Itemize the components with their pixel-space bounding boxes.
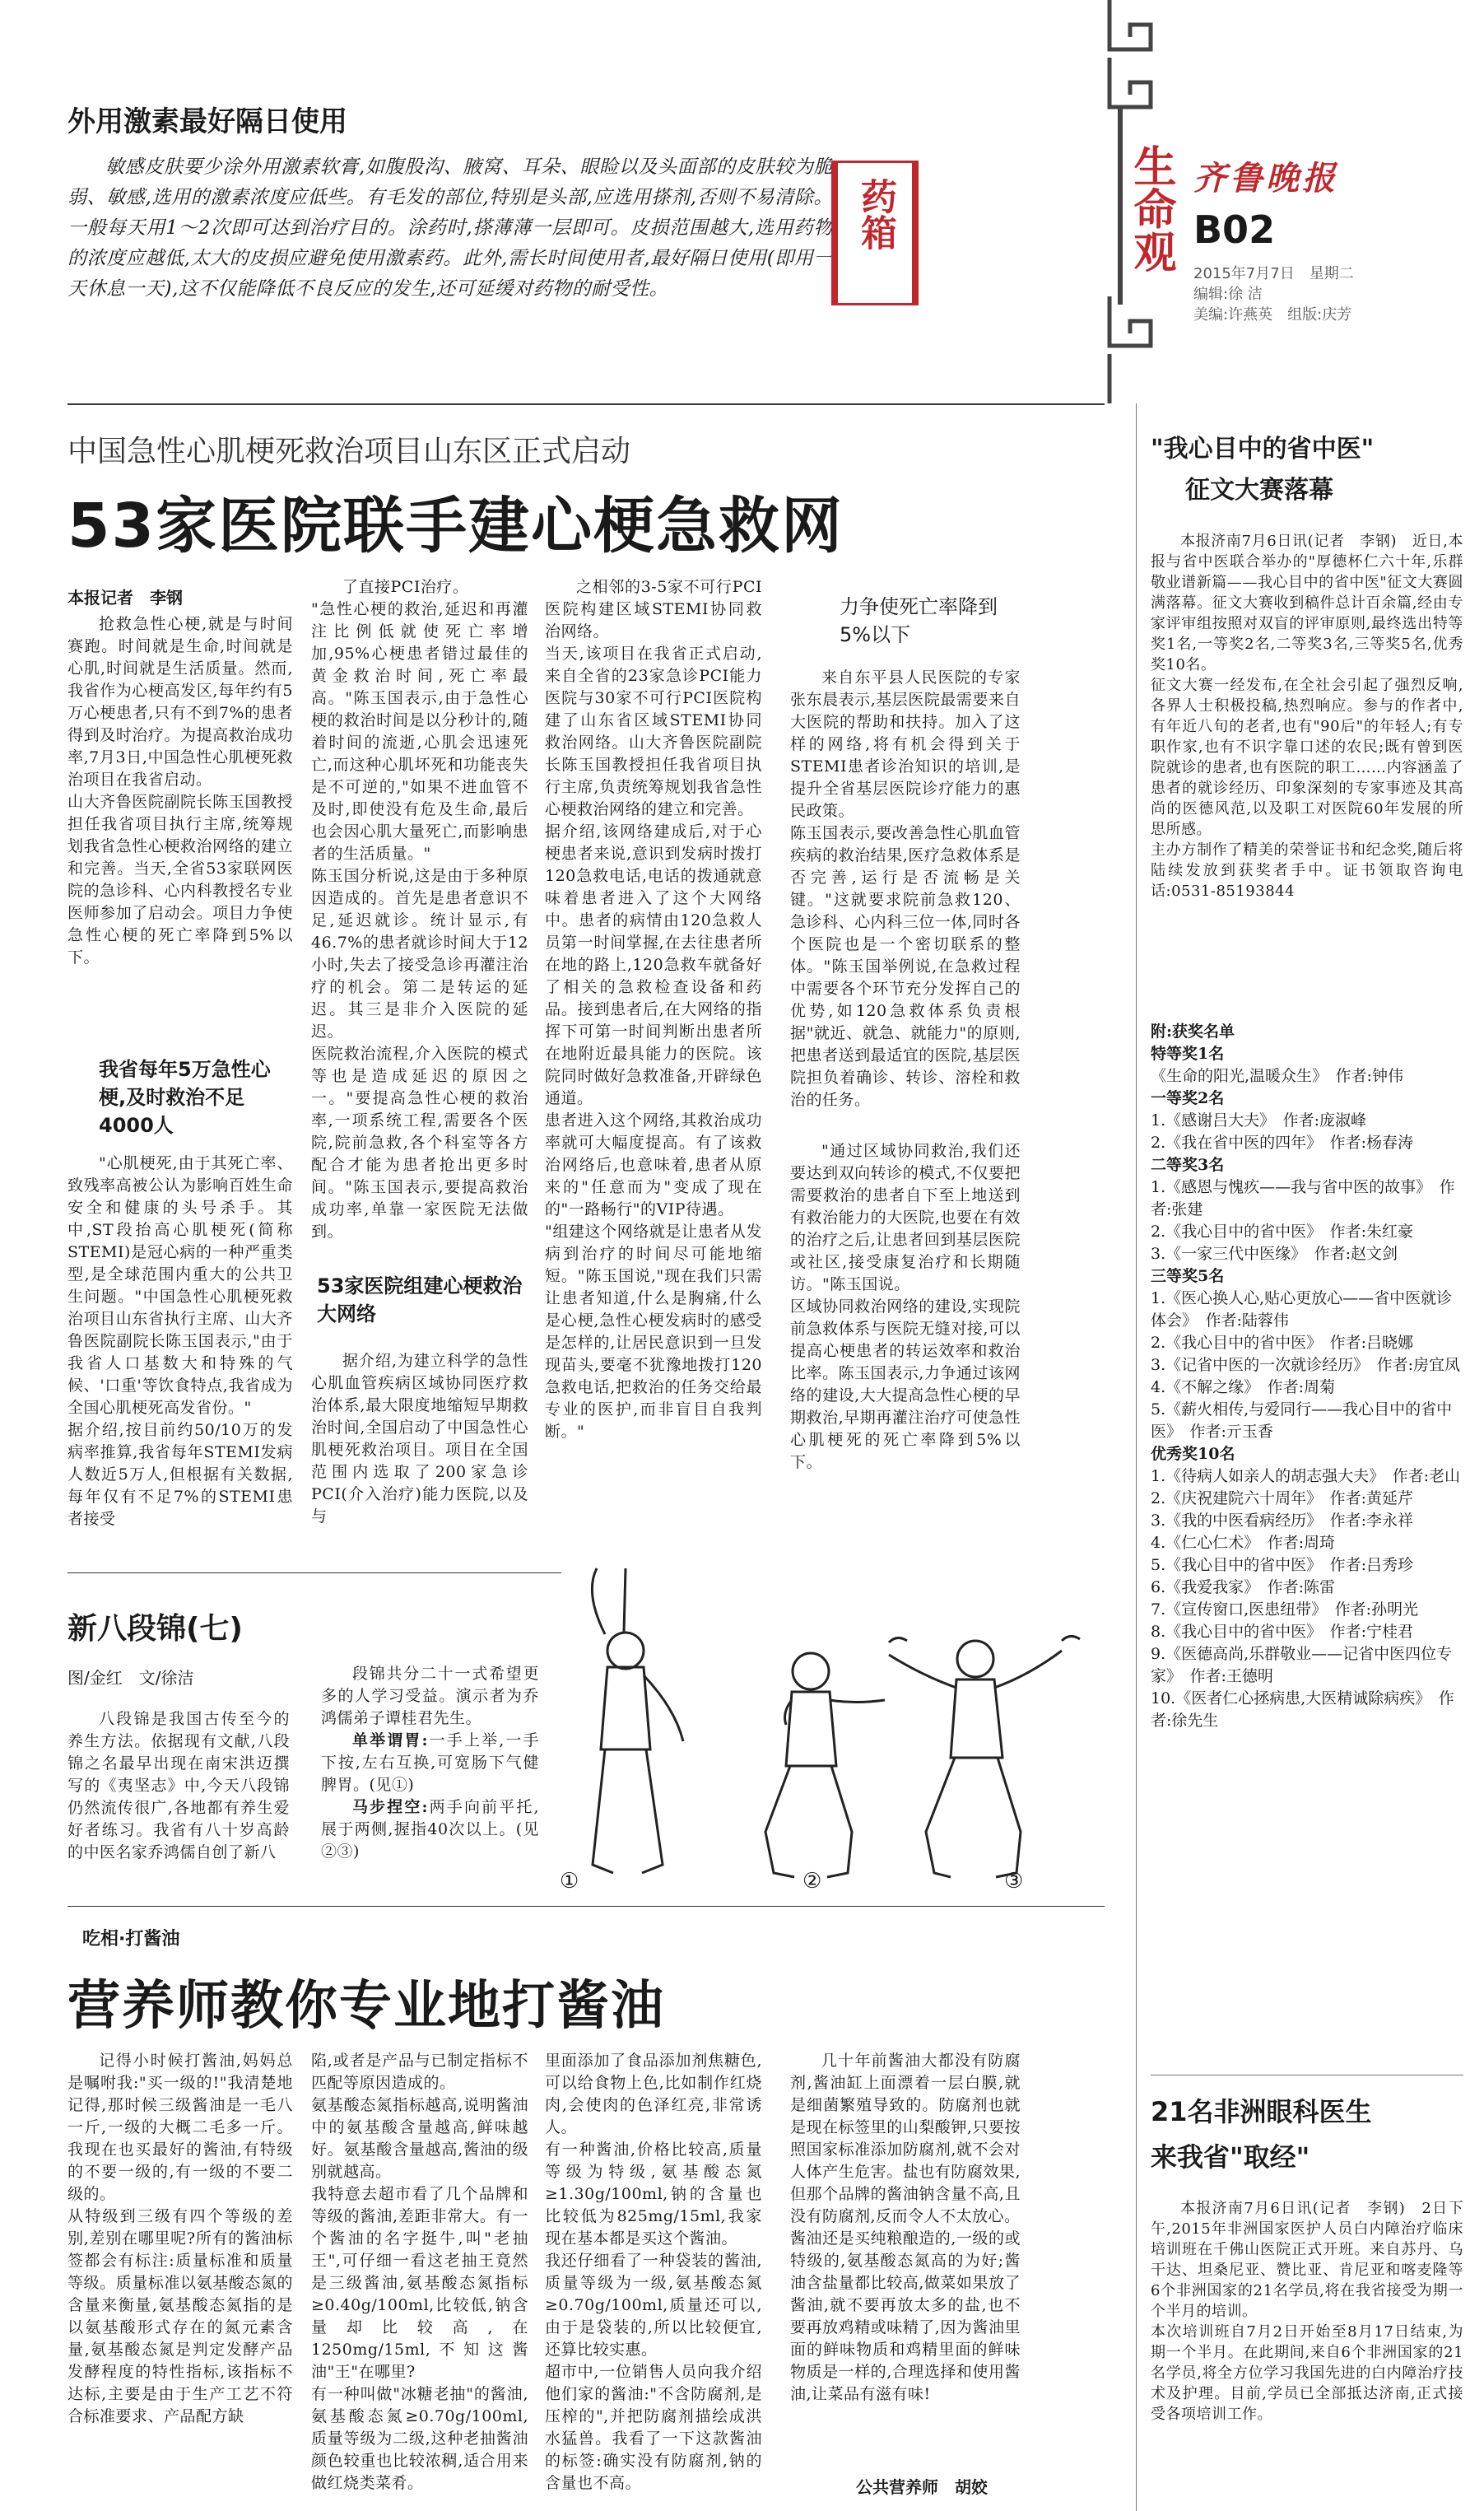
baduanjin-figures: [535, 1535, 1111, 1902]
winner-item: 二等奖3名: [1151, 1156, 1225, 1174]
winner-item: 3.《一家三代中医缘》 作者:赵文剑: [1151, 1245, 1398, 1263]
medicine-title: 外用激素最好隔日使用: [67, 105, 347, 138]
baduanjin-intro: 段锦共分二十一式希望更多的人学习受益。演示者为乔鸿儒弟子谭桂君先生。: [321, 1665, 539, 1727]
medicine-body: 敏感皮肤要少涂外用激素软膏,如腹股沟、腋窝、耳朵、眼睑以及头面部的皮肤较为脆弱、敏感,选用的激素浓度应低些。有毛发的部位,特别是头部,应选用搽剂,否则不易清除。一般每天用1～2次即可达到治疗目的。涂药时,搽薄薄一层即可。皮损范围越大,选用药物的浓度应越低,太大的皮损应避免使用激素药。此外,需长时间使用者,最好隔日使用(即用一天休息一天),这不仅能降低不良反应的发生,还可延缓对药物的耐受性。: [67, 156, 833, 300]
soy-col2: 陷,或者是产品与已制定指标不匹配等原因造成的。 氨基酸态氮指标越高,说明酱油中的氨基酸含量越高,鲜味越好。氨基酸含量越高,酱油的级别就越高。 我特意去超市看了几个品牌和等级的酱油,差距非常大。有一个酱油的名字挺牛,叫"老抽王",可仔细一看这老抽王竟然是三级酱油,氨基酸态氮指标≥0.40g/100ml,比较低,钠含量却比较高,在1250mg/15ml,不知这酱油"王"在哪里? 有一种叫做"冰糖老抽"的酱油,氨基酸态氮≥0.70g/100ml,质量等级为二级,这种老抽酱油颜色较重也比较浓稠,适合用来做红烧类菜肴。: [311, 2052, 528, 2492]
issue-date: 2015年7月7日 星期二: [1193, 265, 1354, 282]
winner-item: 10.《医者仁心拯病患,大医精诚除病疾》 作者:徐先生: [1151, 1689, 1454, 1730]
fig-label-1: ①: [560, 1869, 579, 1894]
baduanjin-col2: [321, 1663, 539, 1863]
design-credit: 美编:许燕英 组版:庆芳: [1193, 306, 1352, 324]
soy-signature: 公共营养师 胡姣: [856, 2477, 988, 2497]
lead-headline: 53家医院联手建心梗急救网: [67, 491, 844, 561]
divider-soy: [67, 1906, 1105, 1907]
lead-subhead-1: 我省每年5万急性心梗,及时救治不足4000人: [99, 1058, 271, 1137]
winner-item: 1.《待病人如亲人的胡志强大夫》 作者:老山: [1151, 1467, 1461, 1485]
lead-subhead-2: 53家医院组建心梗救治大网络: [317, 1274, 523, 1325]
medicine-badge: [831, 161, 919, 305]
lead-byline: 本报记者 李钢: [67, 588, 183, 608]
africa-headline-1: 21名非洲眼科医生: [1151, 2096, 1372, 2127]
winner-item: 3.《我的中医看病经历》 作者:李永祥: [1151, 1512, 1414, 1530]
paper-name: 齐鲁晚报: [1193, 159, 1338, 198]
lead-kicker: 中国急性心肌梗死救治项目山东区正式启动: [67, 435, 631, 468]
move1-text: 一手上举,一手下按,左右互换,可宽肠下气健脾胃。(见①): [321, 1731, 540, 1794]
essay-intro: 本报济南7月6日讯(记者 李钢) 近日,本报与省中医联合举办的"厚德杯仁六十年,乐群敬业谱新篇——我心目中的省中医"征文大赛圆满落幕。征文大赛收到稿件总计百余篇,经由专家评审组按照对双盲的评审原则,最终选出特等奖1名,一等奖2名,二等奖3名,三等奖5名,优秀奖10名。 征文大赛一经发布,在全社会引起了强烈反响,各界人士积极投稿,热烈响应。参与的作者中,有年近八旬的老者,也有"90后"的年轻人;有专职作家,也有不识字靠口述的农民;既有曾到医院就诊的患者,也有医院的职工……内容涵盖了患者的就诊经历、印象深刻的专家事迹及其高尚的医德风范,以及职工对医院60年发展的所思所感。 主办方制作了精美的荣誉证书和纪念奖,随后将陆续发放到获奖者手中。证书领取咨询电话:0531-85193844: [1151, 533, 1463, 900]
lead-col2-b: 据介绍,为建立科学的急性心肌血管疾病区域协同医疗救治体系,最大限度地缩短早期救治时间,全国启动了中国急性心肌梗死救治项目。项目在全国范围内选取了200家急诊PCI(介入治疗)能力医院,以及与: [311, 1352, 528, 1526]
essay-headline-1: "我心目中的省中医": [1151, 435, 1375, 464]
winner-item: 2.《庆祝建院六十周年》 作者:黄延芹: [1151, 1489, 1414, 1507]
lead-col4-b: "通过区域协同救治,我们还要达到双向转诊的模式,不仅要把需要救治的患者自下至上地送到有救治能力的大医院,也要在有效的治疗之后,让患者回到基层医院或社区,接受康复治疗和长期随访。"陈玉国说。 区域协同救治网络的建设,实现院前急救体系与医院无缝对接,可以提高心梗患者的转运效率和救治比率。陈玉国表示,力争通过该网络的建设,大大提高急性心梗的早期救治,早期再灌注治疗可使急性心肌梗死的死亡率降到5%以下。: [790, 1142, 1021, 1471]
winner-item: 1.《感谢吕大夫》 作者:庞淑峰: [1151, 1111, 1367, 1130]
winner-item: 9.《医德高尚,乐群敬业——记省中医四位专家》 作者:王德明: [1151, 1645, 1453, 1685]
lead-col1-b: "心肌梗死,由于其死亡率、致残率高被公认为影响百姓生命安全和健康的头号杀手。其中,ST段抬高心肌梗死(简称STEMI)是冠心病的一种严重类型,是全球范围内重大的公共卫生问题。"中国急性心肌梗死救治项目山东省执行主席、山大齐鲁医院副院长陈玉国表示,"由于我省人口基数大和特殊的气候、'口重'等饮食特点,我省成为全国心肌梗死高发省份。" 据介绍,按目前约50/10万的发病率推算,我省每年STEMI发病人数近5万人,但根据有关数据,每年仅有不足7%的STEMI患者接受: [67, 1154, 293, 1528]
lead-subhead-3: 力争使死亡率降到5%以下: [840, 595, 998, 646]
winner-list: [1151, 1021, 1463, 1732]
winner-item: 三等奖5名: [1151, 1267, 1225, 1285]
fig-label-2: ②: [802, 1869, 822, 1894]
masthead-bar: [1118, 107, 1123, 305]
move1-title: 单举谓胃:: [352, 1731, 429, 1749]
editor-credit: 编辑:徐 洁: [1193, 286, 1263, 303]
move2-title: 马步捏空:: [352, 1798, 429, 1816]
africa-headline-2: 来我省"取经": [1151, 2141, 1310, 2173]
soy-col4: 几十年前酱油大都没有防腐剂,酱油缸上面漂着一层白膜,就是细菌繁殖导致的。防腐剂也就是现在标签里的山梨酸钾,只要按照国家标准添加防腐剂,就不会对人体产生危害。盐也有防腐效果,但那个品牌的酱油钠含量不高,且没有防腐剂,反而令人不太放心。 酱油还是买纯粮酿造的,一级的或特级的,氨基酸态氮高的为好;酱油含盐量都比较高,做菜如果放了酱油,就不要再放太多的盐,也不要再放鸡精或味精了,因为酱油里面的鲜味物质和鸡精里面的鲜味物质是一样的,合理选择和使用酱油,让菜品有滋有味!: [790, 2052, 1021, 2403]
soy-col3: 里面添加了食品添加剂焦糖色,可以给食物上色,比如制作红烧肉,会使肉的色泽红亮,非常诱人。 有一种酱油,价格比较高,质量等级为特级,氨基酸态氮≥1.30g/100ml,钠的含量也比较低为825mg/15ml,我家现在基本都是买这个酱油。 我还仔细看了一种袋装的酱油,质量等级为一级,氨基酸态氮≥0.70g/100ml,质量还可以,由于是袋装的,所以比较便宜,还算比较实惠。 超市中,一位销售人员向我介绍他们家的酱油:"不含防腐剂,是压榨的",并把防腐剂描绘成洪水猛兽。我看了一下这款酱油的标签:确实没有防腐剂,钠的含量也不高。: [545, 2052, 762, 2492]
winner-item: 1.《医心换人心,贴心更放心——省中医就诊体会》 作者:陆蓉伟: [1151, 1289, 1453, 1330]
essay-headline-2: 征文大赛落幕: [1185, 476, 1333, 505]
winner-item: 4.《不解之缘》 作者:周菊: [1151, 1378, 1336, 1396]
winner-item: 3.《记省中医的一次就诊经历》 作者:房宜凤: [1151, 1356, 1461, 1374]
winner-item: 7.《宣传窗口,医患纽带》 作者:孙明光: [1151, 1600, 1419, 1619]
divider-mid: [67, 1572, 561, 1573]
soy-kicker: 吃相·打酱油: [82, 1929, 180, 1950]
winner-item: 2.《我在省中医的四年》 作者:杨春涛: [1151, 1134, 1414, 1152]
baduanjin-col1: 八段锦是我国古传至今的养生方法。依据现有文献,八段锦之名最早出现在南宋洪迈撰写的《夷坚志》中,今天八段锦仍然流传很广,各地都有养生爱好者练习。我省有八十岁高龄的中医名家乔鸿儒自创了新八: [67, 1710, 290, 1861]
lead-col3: 之相邻的3-5家不可行PCI医院构建区域STEMI协同救治网络。 当天,该项目在我省正式启动,来自全省的23家急诊PCI能力医院与30家不可行PCI医院构建了山东省区域STEMI协同救治网络。山大齐鲁医院副院长陈玉国教授担任我省项目执行主席,负责统筹规划我省急性心梗救治网络的建立和完善。 据介绍,该网络建成后,对于心梗患者来说,意识到发病时拨打120急救电话,电话的拨通就意味着患者进入了这个大网络中。患者的病情由120急救人员第一时间掌握,在去往患者所在地的路上,120急救车就备好了相关的急救检查设备和药品。接到患者后,在大网络的指挥下可第一时间判断出患者所在地附近最具能力的医院。该院同时做好急救准备,开辟绿色通道。 患者进入这个网络,其救治成功率就可大幅度提高。有了该救治网络后,也意味着,患者从原来的"任意而为"变成了现在的"一路畅行"的VIP待遇。 "组建这个网络就是让患者从发病到治疗的时间尽可能地缩短。"陈玉国说,"现在我们只需让患者知道,什么是胸痛,什么是心梗,急性心梗发病时的感受是怎样的,让居民意识到一旦发现苗头,要毫不犹豫地拨打120急救电话,把救治的任务交给最专业的医护,而非盲目自我判断。": [545, 578, 762, 1441]
fig-label-3: ③: [1004, 1869, 1024, 1894]
figure-1-icon: [592, 1568, 683, 1873]
winner-item: 4.《仁心仁术》 作者:周琦: [1151, 1534, 1336, 1552]
divider-top: [67, 403, 1105, 405]
divider-right-column: [1136, 403, 1137, 2511]
winner-item: 1.《感恩与愧疚——我与省中医的故事》 作者:张建: [1151, 1178, 1455, 1218]
winner-item: 6.《我爱我家》 作者:陈雷: [1151, 1578, 1336, 1596]
lead-col1-a: 抢救急性心梗,就是与时间赛跑。时间就是生命,时间就是心肌,时间就是生活质量。然而,我省作为心梗高发区,每年约有5万心梗患者,只有不到7%的患者得到及时治疗。为提高救治成功率,7月3日,中国急性心肌梗死救治项目在我省启动。 山大齐鲁医院副院长陈玉国教授担任我省项目执行主席,统筹规划我省急性心梗救治网络的建立和完善。当天,全省53家联网医院的急诊科、心内科教授名专业医师参加了启动会。项目力争使急性心梗的死亡率降到5%以下。: [67, 615, 293, 967]
winner-item: 优秀奖10名: [1151, 1445, 1235, 1463]
move2-text: 两手向前平托,展于两侧,握指40次以上。(见②③): [321, 1798, 540, 1861]
winner-item: 2.《我心目中的省中医》 作者:吕晓娜: [1151, 1334, 1414, 1352]
figure-2-icon: [765, 1653, 885, 1877]
baduanjin-title: 新八段锦(七): [67, 1612, 243, 1646]
winner-item: 8.《我心目中的省中医》 作者:宁桂君: [1151, 1623, 1414, 1641]
winner-item: 5.《我心目中的省中医》 作者:吕秀珍: [1151, 1556, 1414, 1574]
section-label: 生命观: [1126, 144, 1175, 273]
soy-col1: 记得小时候打酱油,妈妈总是嘱咐我:"买一级的!"我清楚地记得,那时候三级酱油是一毛八一斤,一级的大概二毛多一斤。我现在也买最好的酱油,有特级的不要一级的,有一级的不要二级的。 从特级到三级有四个等级的差别,差别在哪里呢?所有的酱油标签都会有标注:质量标准和质量等级。质量标准以氨基酸态氮的含量来衡量,氨基酸态氮指的是以氨基酸形式存在的氮元素含量,氨基酸态氮是判定发酵产品发酵程度的特性指标,该指标不达标,主要是由于生产工艺不符合标准要求、产品配方缺: [67, 2052, 293, 2425]
figure-3-icon: [889, 1636, 1080, 1877]
masthead-column: [1078, 0, 1484, 403]
africa-body: 本报济南7月6日讯(记者 李钢) 2日下午,2015年非洲国家医护人员白内障治疗临床培训班在千佛山医院正式开班。来自苏丹、乌干达、坦桑尼亚、赞比亚、肯尼亚和喀麦隆等6个非洲国家的21名学员,将在我省接受为期一个半月的培训。 本次培训班自7月2日开始至8月17日结束,为期一个半月。在此期间,来自6个非洲国家的21名学员,将全方位学习我国先进的白内障治疗技术及护理。目前,学员已全部抵达济南,正式接受各项培训工作。: [1151, 2200, 1463, 2423]
lead-col4-a: 来自东平县人民医院的专家张东晨表示,基层医院最需要来自大医院的帮助和扶持。加入了这样的网络,将有机会得到关于STEMI患者诊治知识的培训,是提升全省基层医院诊疗能力的惠民政策。 陈玉国表示,要改善急性心肌血管疾病的救治结果,医疗急救体系是否完善,运行是否流畅是关键。"这就要求院前急救120、急诊科、心内科三位一体,同时各个医院也是一个密切联系的整体。"陈玉国举例说,在急救过程中需要各个环节充分发挥自己的优势,如120急救体系负责根据"就近、就急、就能力"的原则,把患者送到最适宜的医院,基层医院担负着确诊、转诊、溶栓和救治的任务。: [790, 669, 1021, 1109]
lead-col2-a: 了直接PCI治疗。 "急性心梗的救治,延迟和再灌注比例低就使死亡率增加,95%心梗患者错过最佳的黄金救治时间,死亡率最高。"陈玉国表示,由于急性心梗的救治时间是以分秒计的,随着时间的流逝,心肌会迅速死亡,而这种心肌坏死和功能丧失是不可逆的,"如果不进血管不及时,即使没有危及生命,最后也会因心肌大量死亡,而影响患者的生活质量。" 陈玉国分析说,这是由于多种原因造成的。首先是患者意识不足,延迟就诊。统计显示,有46.7%的患者就诊时间大于12小时,失去了接受急诊再灌注治疗的机会。第二是转运的延迟。其三是非介入医院的延迟。 医院救治流程,介入医院的模式等也是造成延迟的原因之一。"要提高急性心梗的救治率,一项系统工程,需要各个医院,院前急救,各个科室等各方配合才能为患者抢出更多时间。"陈玉国表示,要提高救治成功率,单靠一家医院无法做到。: [311, 578, 528, 1241]
winner-item: 特等奖1名: [1151, 1045, 1225, 1063]
baduanjin-credit: 图/金红 文/徐洁: [67, 1668, 194, 1688]
soy-headline: 营养师教你专业地打酱油: [67, 1976, 665, 2037]
winner-item: 5.《薪火相传,与爱同行——我心目中的省中医》 作者:亓玉香: [1151, 1400, 1453, 1441]
winner-item: 《生命的阳光,温暖众生》 作者:钟伟: [1151, 1067, 1403, 1085]
winner-item: 2.《我心目中的省中医》 作者:朱红豪: [1151, 1223, 1414, 1241]
page-number: B02: [1193, 207, 1276, 252]
winner-item: 附:获奖名单: [1151, 1023, 1235, 1041]
winner-item: 一等奖2名: [1151, 1089, 1225, 1107]
medicine-badge-label: 药箱: [854, 178, 896, 250]
